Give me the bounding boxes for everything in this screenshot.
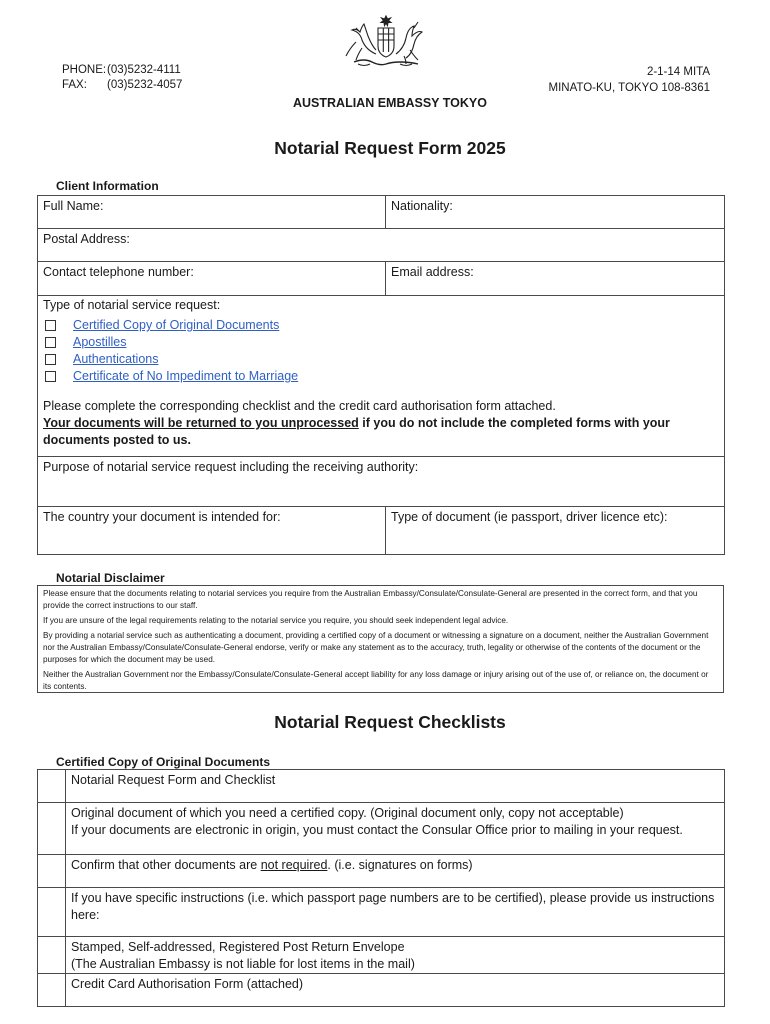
certified-copy-heading: Certified Copy of Original Documents: [56, 755, 271, 769]
coat-of-arms-logo: [340, 14, 432, 70]
document-type-label: Type of document (ie passport, driver licence etc):: [391, 510, 668, 524]
checklist-item-text: (The Australian Embassy is not liable for lost items in the mail): [71, 957, 415, 971]
checklist-item-text: Confirm that other documents are: [71, 858, 261, 872]
checklist-item-text: If your documents are electronic in origin, you must contact the Consular Office prior to mailing in your request.: [71, 823, 683, 837]
checklist-item: [66, 855, 725, 888]
country-field[interactable]: [38, 507, 386, 555]
certified-copy-checklist: [37, 769, 725, 1007]
checklist-item-text: Stamped, Self-addressed, Registered Post Return Envelope: [71, 940, 405, 954]
checklist-item-text: Credit Card Authorisation Form (attached): [71, 977, 304, 991]
form-title: Notarial Request Form 2025: [274, 138, 506, 158]
purpose-field[interactable]: [38, 457, 725, 507]
service-type-cell: [38, 296, 725, 457]
checkbox[interactable]: [45, 354, 56, 365]
service-option-cni-marriage[interactable]: [45, 368, 719, 385]
instruction-warning: [43, 415, 719, 449]
checklist-checkbox[interactable]: [38, 974, 66, 1007]
fax-value: (03)5232-4057: [107, 79, 183, 91]
nationality-label: Nationality:: [391, 199, 453, 213]
disclaimer-paragraph: By providing a notarial service such as authenticating a document, providing a certified copy of a document or witnessing a signature on a document, neither the Australian Government nor the Australian Embassy/Consulate/Consulate-General endorse, verify or make any statement as to the accuracy, truth, legality or otherwise of the contents of the document or the purposes for which the document may be used.: [43, 631, 709, 664]
disclaimer-paragraph: Neither the Australian Government nor the Embassy/Consulate/Consulate-General accept liability for any loss damage or injury arising out of the use of, or reliance on, the document or its contents.: [43, 670, 709, 691]
phone-label: PHONE:: [62, 64, 107, 76]
checklists-title: Notarial Request Checklists: [274, 712, 506, 732]
checklist-checkbox[interactable]: [38, 855, 66, 888]
service-link[interactable]: Apostilles: [73, 335, 127, 349]
disclaimer-box: [37, 585, 724, 693]
disclaimer-paragraph: If you are unsure of the legal requirements relating to the notarial service you require, you should seek independent legal advice.: [43, 616, 509, 625]
phone-value: (03)5232-4111: [107, 64, 181, 76]
postal-address-field[interactable]: [38, 229, 725, 262]
fax-label: FAX:: [62, 79, 87, 91]
email-field[interactable]: [386, 262, 725, 296]
client-info-heading: Client Information: [56, 179, 159, 193]
checkbox[interactable]: [45, 320, 56, 331]
checkbox[interactable]: [45, 371, 56, 382]
service-link[interactable]: Certificate of No Impediment to Marriage: [73, 369, 299, 383]
contact-numbers: [62, 63, 182, 93]
disclaimer-heading: Notarial Disclaimer: [56, 571, 165, 585]
checklist-checkbox[interactable]: [38, 937, 66, 974]
service-link[interactable]: Certified Copy of Original Documents: [73, 318, 280, 332]
not-required-text: not required: [260, 858, 328, 872]
service-option-authentications[interactable]: [45, 351, 719, 368]
full-name-label: Full Name:: [43, 199, 104, 213]
purpose-label: Purpose of notarial service request including the receiving authority:: [43, 460, 419, 474]
contact-phone-label: Contact telephone number:: [43, 265, 194, 279]
checklist-checkbox[interactable]: [38, 770, 66, 803]
checklist-item-text: . (i.e. signatures on forms): [327, 858, 473, 872]
checklist-item: [66, 803, 725, 855]
checklist-item-text: Original document of which you need a certified copy. (Original document only, copy not acceptable): [71, 806, 624, 820]
service-option-apostilles[interactable]: [45, 334, 719, 351]
checklist-checkbox[interactable]: [38, 888, 66, 937]
warning-underlined: Your documents will be returned to you unprocessed: [43, 416, 359, 430]
address-line-2: MINATO-KU, TOKYO 108-8361: [548, 82, 710, 94]
checkbox[interactable]: [45, 337, 56, 348]
service-link[interactable]: Authentications: [73, 352, 159, 366]
document-type-field[interactable]: [386, 507, 725, 555]
checklist-item[interactable]: [66, 888, 725, 937]
embassy-name: AUSTRALIAN EMBASSY TOKYO: [292, 96, 487, 110]
address-line-1: 2-1-14 MITA: [646, 66, 710, 78]
checklist-item: [66, 937, 725, 974]
nationality-field[interactable]: [386, 196, 725, 229]
instruction-line: Please complete the corresponding checklist and the credit card authorisation form attached.: [43, 399, 556, 413]
checklist-item-text: If you have specific instructions (i.e. which passport page numbers are to be certified), please provide us instructions here:: [71, 891, 715, 922]
email-label: Email address:: [391, 265, 474, 279]
checklist-item: [66, 974, 725, 1007]
embassy-address: [549, 64, 711, 96]
postal-address-label: Postal Address:: [43, 232, 130, 246]
checklist-item-text: Notarial Request Form and Checklist: [71, 773, 276, 787]
checklist-checkbox[interactable]: [38, 803, 66, 855]
contact-phone-field[interactable]: [38, 262, 386, 296]
country-label: The country your document is intended for:: [43, 510, 281, 524]
disclaimer-paragraph: Please ensure that the documents relating to notarial services you require from the Australian Embassy/Consulate/Consulate-General are presented in the correct form, and that you provide the correct instructions to our staff.: [43, 589, 698, 610]
warning-rest: if you do not include the completed forms with your documents posted to us.: [43, 416, 670, 447]
checklist-item: [66, 770, 725, 803]
full-name-field[interactable]: [38, 196, 386, 229]
client-info-table: [37, 195, 725, 555]
service-type-label: Type of notarial service request:: [43, 298, 221, 312]
service-option-certified-copy[interactable]: [45, 317, 719, 334]
